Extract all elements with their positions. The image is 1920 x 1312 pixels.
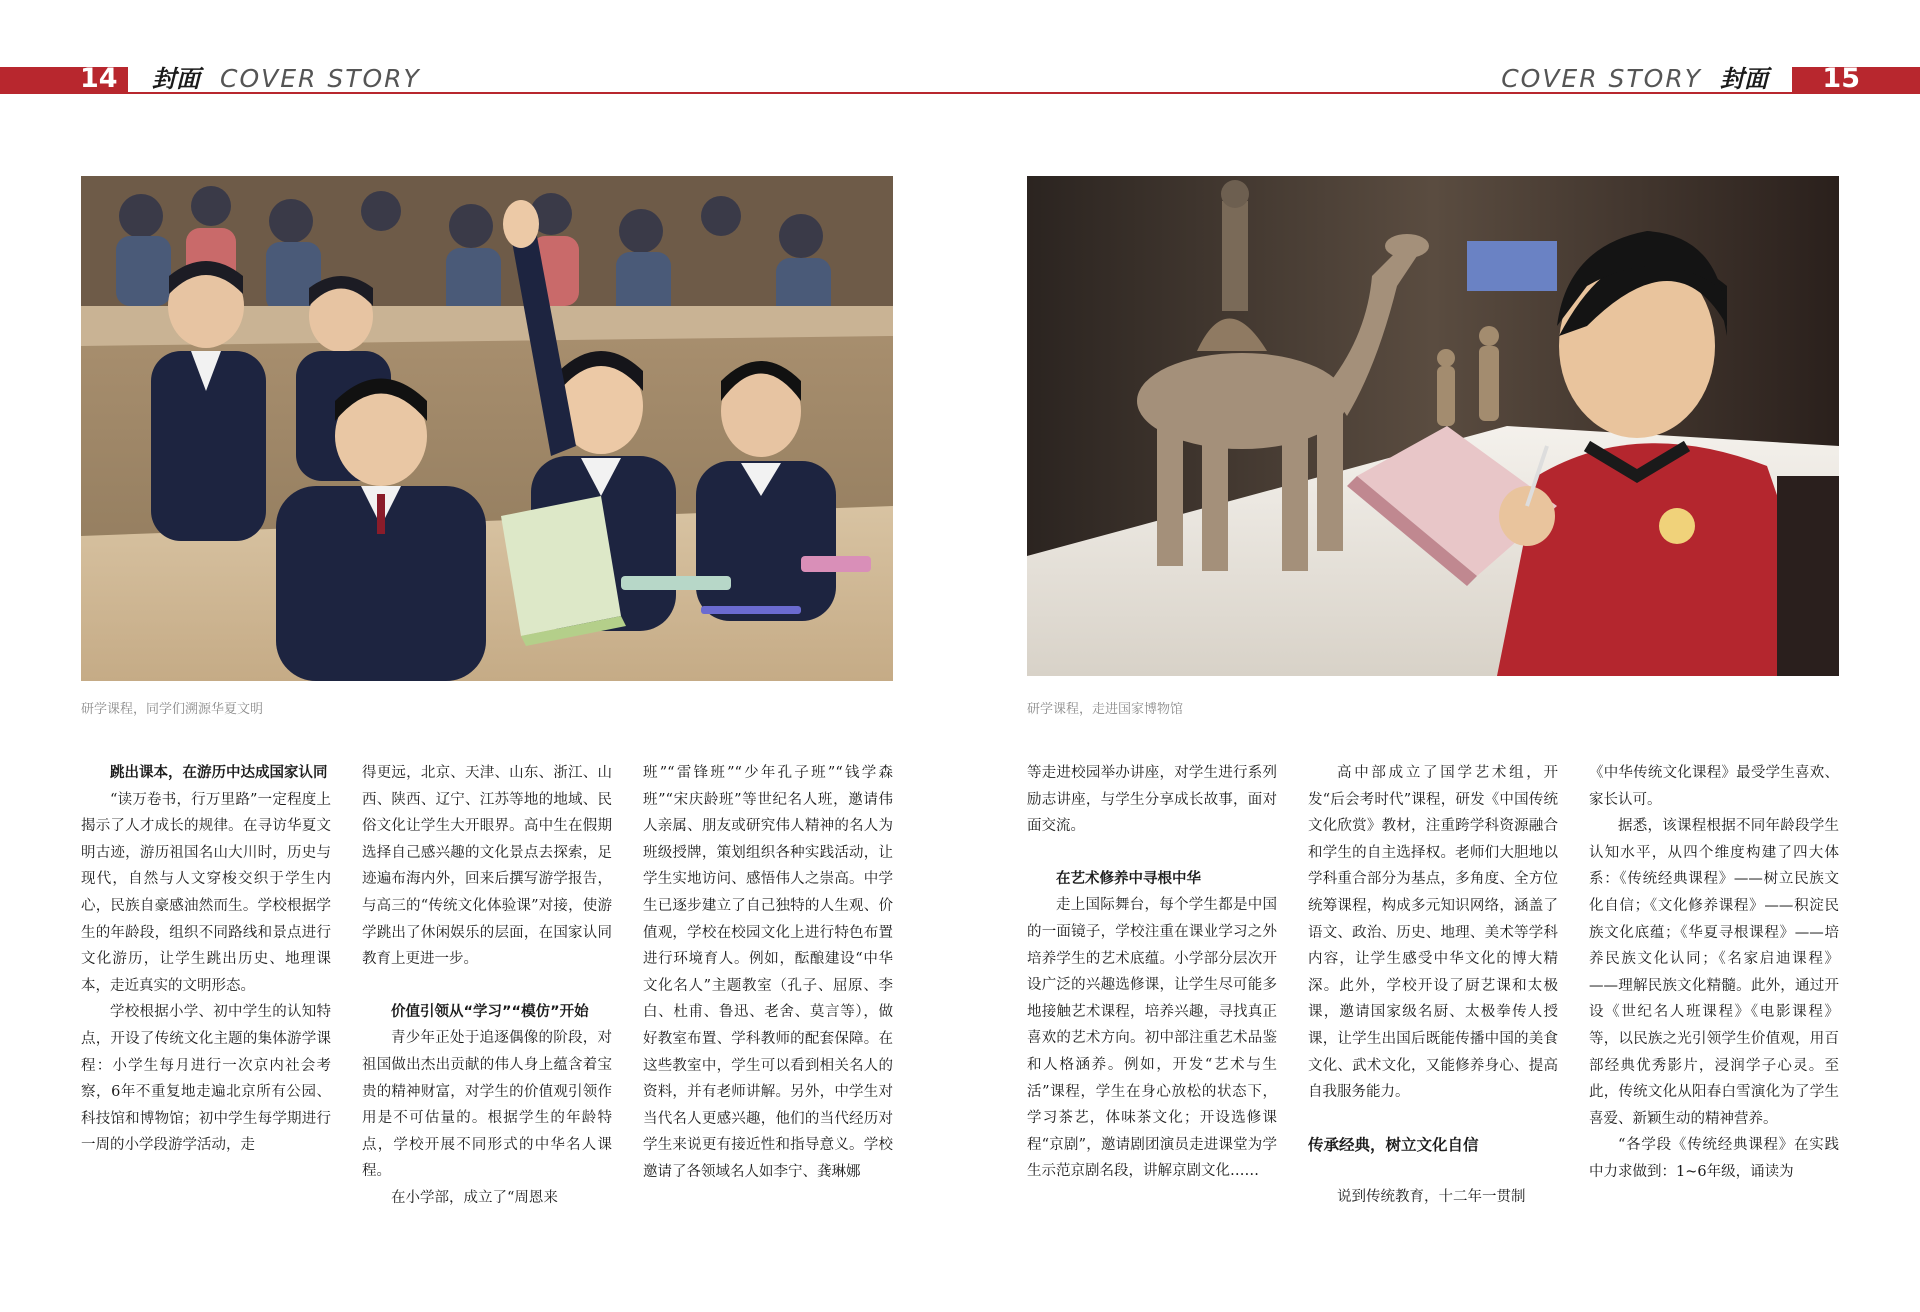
article-column-2	[362, 760, 612, 1212]
paragraph: 说到传统教育，十二年一贯制	[1337, 1189, 1526, 1206]
paragraph: 《中华传统文化课程》最受学生喜欢、家长认可。	[1589, 765, 1839, 808]
page-number-right: 15	[1822, 63, 1860, 94]
section-title-en-left: COVER STORY	[220, 64, 421, 93]
paragraph: 走上国际舞台，每个学生都是中国的一面镜子，学校注重在课业学习之外培养学生的艺术底蕴。小学部分层次开设广泛的兴趣选修课，让学生尽可能多地接触艺术课程，培养兴趣，寻找真正喜欢的艺术方向。初中部注重艺术品鉴和人格涵养。例如，开发“艺术与生活”课程，学生在身心放松的状态下，学习茶艺，体味茶文化；开设选修课程“京剧”，邀请剧团演员走进课堂为学生示范京剧名段，讲解京剧文化……	[1027, 897, 1277, 1180]
article-column-4	[1027, 760, 1277, 1185]
classroom-photo	[81, 176, 893, 681]
paragraph: 在小学部，成立了“周恩来	[391, 1189, 558, 1206]
section-title-en-right: COVER STORY	[1501, 64, 1702, 93]
paragraph: 学校根据小学、初中学生的认知特点，开设了传统文化主题的集体游学课程：小学生每月进行一次京内社会考察，6年不重复地走遍北京所有公园、科技馆和博物馆；初中学生每学期进行一周的小学段游学活动，走	[81, 1004, 331, 1154]
article-column-5	[1308, 760, 1558, 1211]
article-column-3	[643, 760, 893, 1186]
section-title-cn-left: 封面	[152, 65, 200, 93]
paragraph: “各学段《传统经典课程》在实践中力求做到：1~6年级，诵读为	[1589, 1137, 1839, 1180]
page-number-left: 14	[80, 63, 118, 94]
article-column-1	[81, 760, 331, 1159]
paragraph: 高中部成立了国学艺术组，开发“后会考时代”课程，研发《中国传统文化欣赏》教材，注重跨学科资源融合和学生的自主选择权。老师们大胆地以学科重合部分为基点，多角度、全方位统筹课程，构成多元知识网络，涵盖了语文、政治、历史、地理、美术等学科内容，让学生感受中华文化的博大精深。此外，学校开设了厨艺课和太极课，邀请国家级名厨、太极拳传人授课，让学生出国后既能传播中国的美食文化、武术文化，又能修养身心、提高自我服务能力。	[1308, 765, 1558, 1101]
paragraph: 班”“雷锋班”“少年孔子班”“钱学森班”“宋庆龄班”等世纪名人班，邀请伟人亲属、朋友或研究伟人精神的名人为班级授牌，策划组织各种实践活动，让学生实地访问、感悟伟人之崇高。中学生已逐步建立了自己独特的人生观、价值观，学校在校园文化上进行特色布置进行环境育人。例如，酝酿建设“中华文化名人”主题教室（孔子、屈原、李白、杜甫、鲁迅、老舍、莫言等），做好教室布置、学科教师的配套保障。在这些教室中，学生可以看到相关名人的资料，并有老师讲解。另外，中学生对当代名人更感兴趣，他们的当代经历对学生来说更有接近性和指导意义。学校邀请了各领域名人如李宁、龚琳娜	[643, 765, 893, 1180]
paragraph: 据悉，该课程根据不同年龄段学生认知水平，从四个维度构建了四大体系：《传统经典课程》——树立民族文化自信；《文化修养课程》——积淀民族文化底蕴；《华夏寻根课程》——培养民族文化认同；《名家启迪课程》——理解民族文化精髓。此外，通过开设《世纪名人班课程》《电影课程》等，以民族之光引领学生价值观，用百部经典优秀影片，浸润学子心灵。至此，传统文化从阳春白雪演化为了学生喜爱、新颖生动的精神营养。	[1589, 818, 1839, 1127]
paragraph: “读万卷书，行万里路”一定程度上揭示了人才成长的规律。在寻访华夏文明古迹，游历祖国名山大川时，历史与现代，自然与人文穿梭交织于学生内心，民族自豪感油然而生。学校根据学生的年龄段，组织不同路线和景点进行文化游历，让学生跳出历史、地理课本，走近真实的文明形态。	[81, 791, 331, 994]
section-heading: 传承经典，树立文化自信	[1308, 1135, 1479, 1154]
section-title-cn-right: 封面	[1720, 65, 1768, 93]
paragraph: 青少年正处于追逐偶像的阶段，对祖国做出杰出贡献的伟人身上蕴含着宝贵的精神财富，对学生的价值观引领作用是不可估量的。根据学生的年龄特点，学校开展不同形式的中华名人课程。	[362, 1030, 612, 1180]
paragraph: 等走进校园举办讲座，对学生进行系列励志讲座，与学生分享成长故事，面对面交流。	[1027, 765, 1277, 835]
section-heading: 价值引领从“学习”“模仿”开始	[391, 1003, 589, 1020]
photo-caption-left: 研学课程，同学们溯源华夏文明	[81, 702, 264, 717]
paragraph: 得更远，北京、天津、山东、浙江、山西、陕西、辽宁、江苏等地的地域、民俗文化让学生大开眼界。高中生在假期选择自己感兴趣的文化景点去探索，足迹遍布海内外，回来后撰写游学报告，与高三的“传统文化体验课”对接，使游学跳出了休闲娱乐的层面，在国家认同教育上更进一步。	[362, 765, 612, 968]
article-column-6	[1589, 760, 1839, 1186]
museum-photo	[1027, 176, 1839, 676]
section-heading: 跳出课本，在游历中达成国家认同	[110, 765, 328, 781]
photo-caption-right: 研学课程，走进国家博物馆	[1027, 702, 1184, 717]
section-heading: 在艺术修养中寻根中华	[1056, 870, 1201, 887]
